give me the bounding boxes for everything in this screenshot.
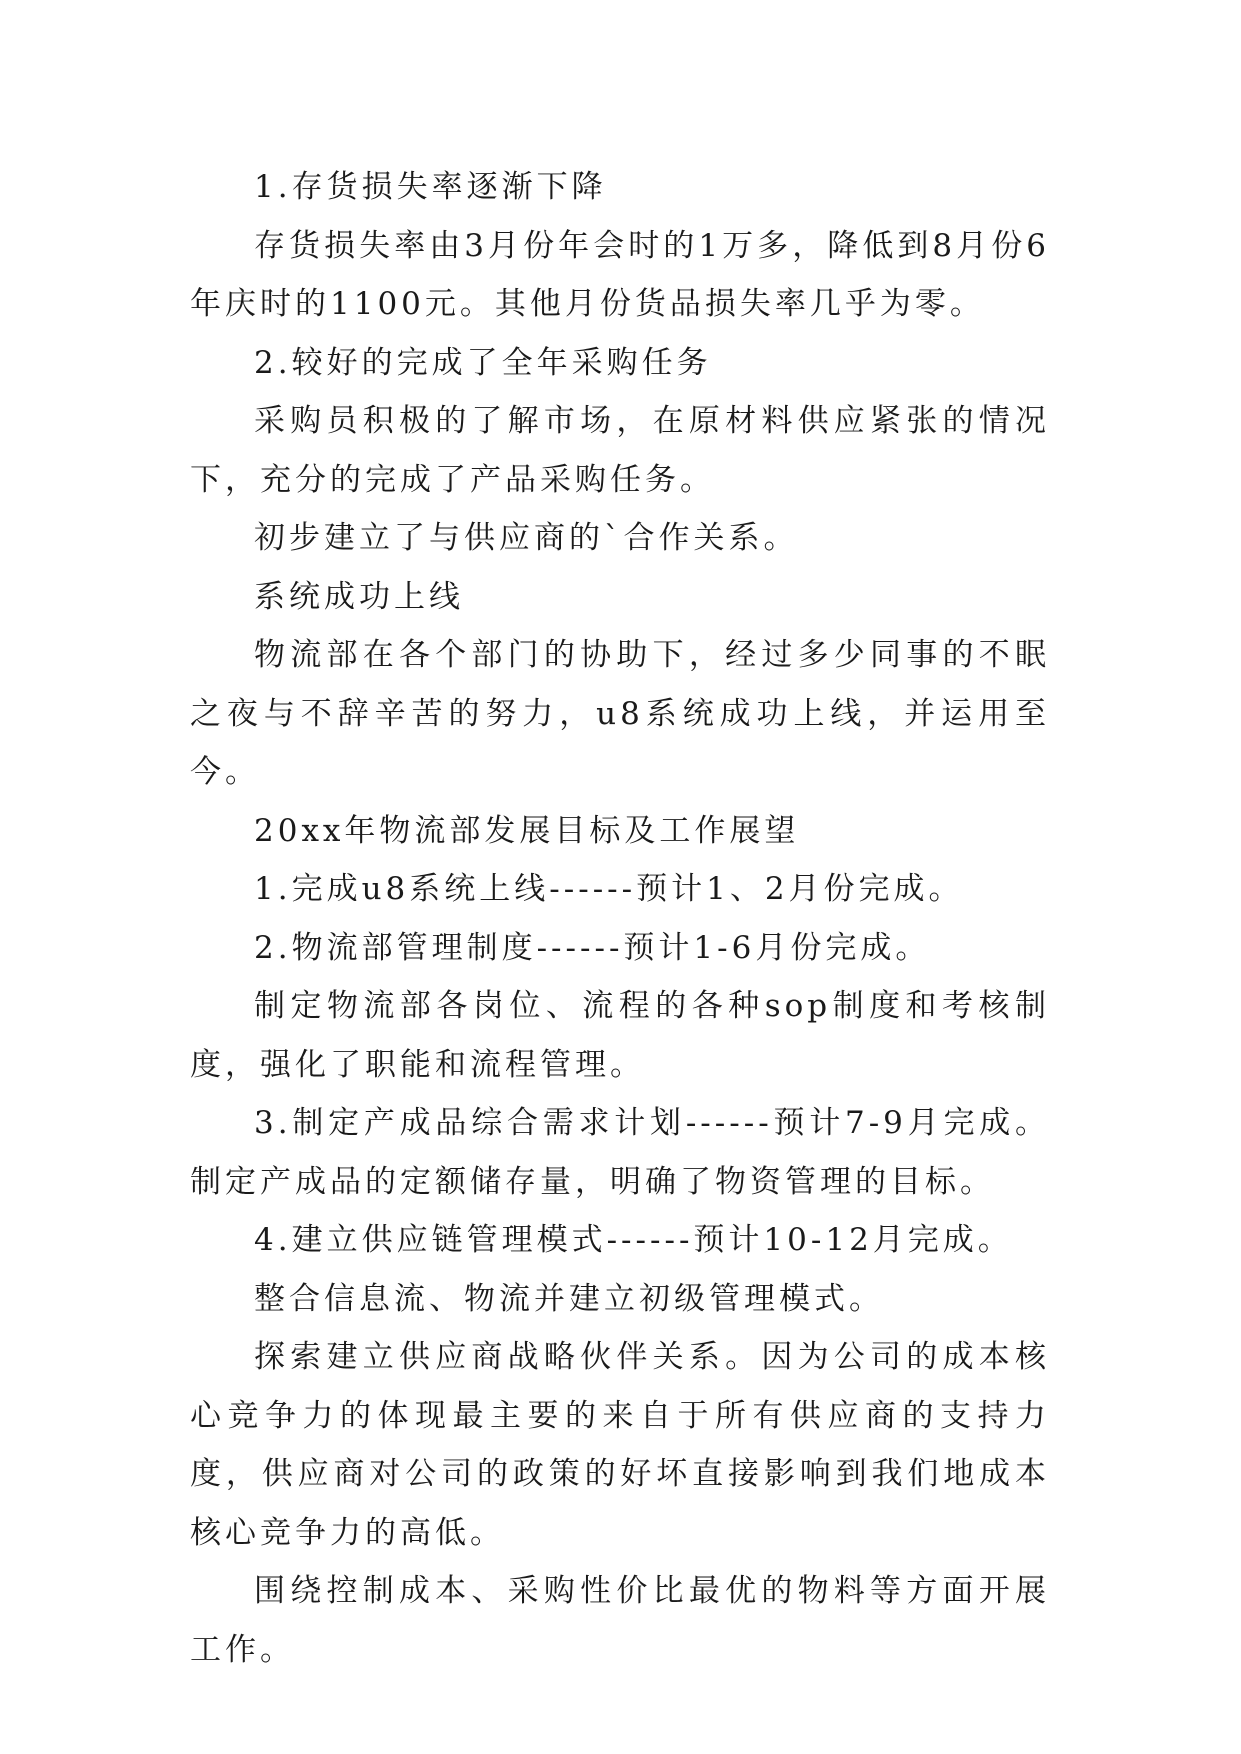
paragraph: 系统成功上线 <box>254 578 464 615</box>
paragraph: 采购员积极的了解市场，在原材料供应紧张的情况下，充分的完成了产品采购任务。 <box>190 403 1050 498</box>
paragraph: 物流部在各个部门的协助下，经过多少同事的不眠之夜与不辞辛苦的努力，u8系统成功上线，并运用至今。 <box>190 637 1050 790</box>
paragraph: 2.物流部管理制度------预计1-6月份完成。 <box>254 929 931 966</box>
paragraph: 2.较好的完成了全年采购任务 <box>254 344 712 381</box>
paragraph: 初步建立了与供应商的`合作关系。 <box>254 520 799 556</box>
paragraph: 制定物流部各岗位、流程的各种sop制度和考核制度，强化了职能和流程管理。 <box>190 988 1050 1083</box>
document-body <box>190 158 1050 1679</box>
paragraph: 4.建立供应链管理模式------预计10-12月完成。 <box>254 1222 1013 1258</box>
paragraph: 1.存货损失率逐渐下降 <box>254 169 607 205</box>
paragraph: 1.完成u8系统上线------预计1、2月份完成。 <box>254 871 964 907</box>
paragraph: 整合信息流、物流并建立初级管理模式。 <box>254 1280 884 1317</box>
paragraph: 20xx年物流部发展目标及工作展望 <box>254 812 800 849</box>
paragraph: 围绕控制成本、采购性价比最优的物料等方面开展工作。 <box>190 1573 1050 1668</box>
paragraph: 探索建立供应商战略伙伴关系。因为公司的成本核心竞争力的体现最主要的来自于所有供应商的支持力度，供应商对公司的政策的好坏直接影响到我们地成本核心竞争力的高低。 <box>190 1339 1050 1551</box>
paragraph: 存货损失率由3月份年会时的1万多，降低到8月份6年庆时的1100元。其他月份货品损失率几乎为零。 <box>190 227 1050 322</box>
paragraph: 3.制定产成品综合需求计划------预计7-9月完成。制定产成品的定额储存量，明确了物资管理的目标。 <box>190 1105 1050 1200</box>
